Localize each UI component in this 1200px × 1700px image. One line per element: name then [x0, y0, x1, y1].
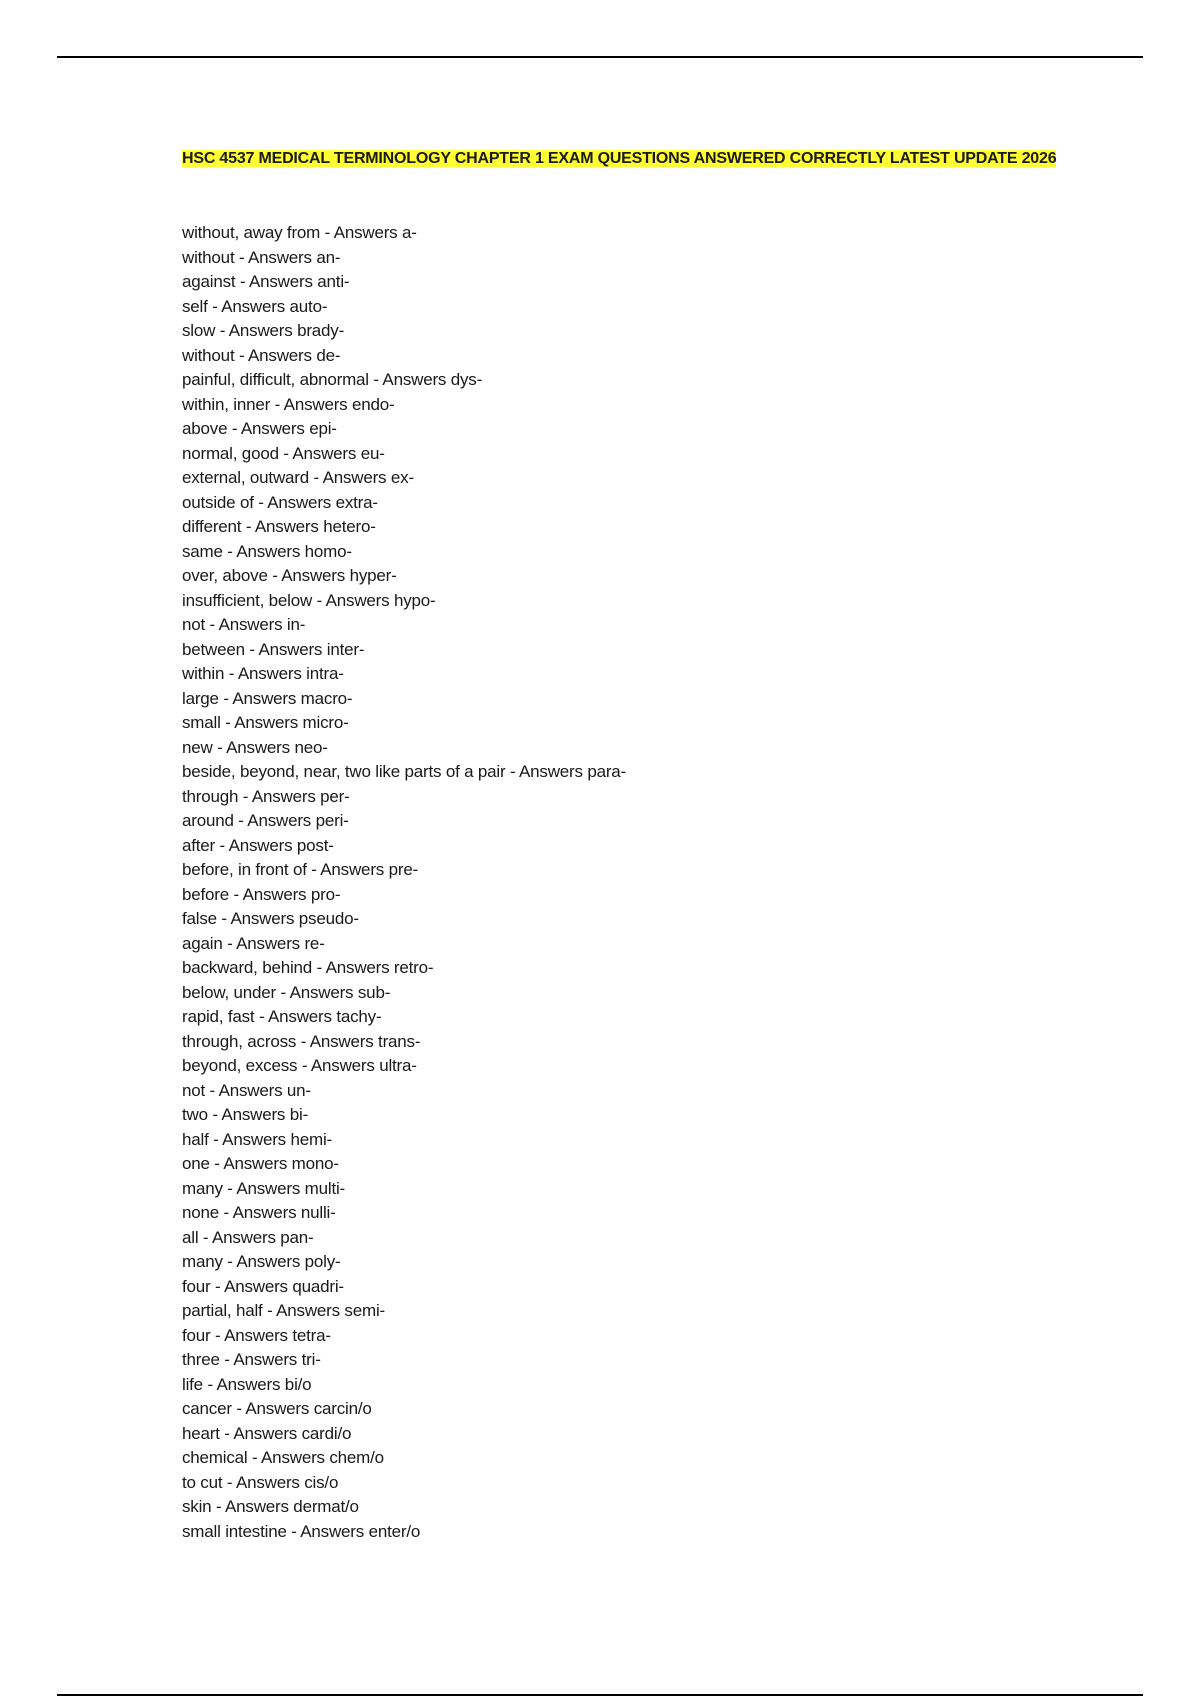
term-entry: cancer - Answers carcin/o	[182, 1399, 372, 1418]
term-entry: skin - Answers dermat/o	[182, 1497, 359, 1516]
document-body	[182, 146, 1062, 1541]
term-entry: many - Answers poly-	[182, 1252, 341, 1271]
term-entry: false - Answers pseudo-	[182, 909, 359, 928]
term-entry: different - Answers hetero-	[182, 517, 376, 536]
term-entry: within - Answers intra-	[182, 664, 344, 683]
term-entry: small intestine - Answers enter/o	[182, 1521, 421, 1541]
term-entry: through - Answers per-	[182, 786, 350, 806]
term-entry: to cut - Answers cis/o	[182, 1472, 339, 1492]
term-entry: again - Answers re-	[182, 933, 325, 953]
term-entry: without, away from - Answers a-	[182, 223, 417, 242]
term-entry: over, above - Answers hyper-	[182, 566, 397, 585]
term-entry: four - Answers tetra-	[182, 1325, 331, 1345]
term-entry: two - Answers bi-	[182, 1105, 309, 1124]
term-entry: many - Answers multi-	[182, 1178, 346, 1198]
term-entry: through, across - Answers trans-	[182, 1031, 421, 1051]
term-entry: normal, good - Answers eu-	[182, 443, 385, 463]
term-entry: without - Answers an-	[182, 247, 341, 267]
bottom-divider	[57, 1694, 1143, 1696]
term-entry: same - Answers homo-	[182, 541, 352, 561]
term-entry: insufficient, below - Answers hypo-	[182, 590, 436, 610]
term-entry: life - Answers bi/o	[182, 1374, 312, 1394]
term-entry: rapid, fast - Answers tachy-	[182, 1007, 382, 1026]
term-entry: slow - Answers brady-	[182, 321, 345, 340]
term-entry: within, inner - Answers endo-	[182, 394, 395, 414]
term-entry: after - Answers post-	[182, 835, 334, 855]
term-entry: beyond, excess - Answers ultra-	[182, 1056, 417, 1075]
term-entry: one - Answers mono-	[182, 1154, 339, 1173]
term-entry: against - Answers anti-	[182, 272, 350, 291]
term-entry: beside, beyond, near, two like parts of a pair - Answers para-	[182, 762, 627, 781]
term-entry: none - Answers nulli-	[182, 1203, 336, 1222]
term-entry: backward, behind - Answers retro-	[182, 958, 434, 977]
term-entry: self - Answers auto-	[182, 296, 328, 316]
term-entry: outside of - Answers extra-	[182, 492, 378, 512]
term-entry: small - Answers micro-	[182, 713, 349, 732]
term-entry: all - Answers pan-	[182, 1227, 314, 1247]
term-entry: above - Answers epi-	[182, 419, 337, 438]
term-entry: around - Answers peri-	[182, 811, 349, 830]
term-entry: heart - Answers cardi/o	[182, 1423, 352, 1443]
term-entry: four - Answers quadri-	[182, 1276, 344, 1296]
term-entry: chemical - Answers chem/o	[182, 1448, 384, 1467]
term-entry: three - Answers tri-	[182, 1350, 321, 1369]
term-entry: not - Answers in-	[182, 615, 306, 634]
document-title	[182, 146, 1062, 171]
term-entry: half - Answers hemi-	[182, 1129, 332, 1149]
term-list	[182, 221, 626, 1544]
term-entry: external, outward - Answers ex-	[182, 468, 414, 487]
title-highlight: HSC 4537 MEDICAL TERMINOLOGY CHAPTER 1 EXAM QUESTIONS ANSWERED CORRECTLY LATEST UPDATE 2026	[182, 150, 1057, 167]
top-divider	[57, 56, 1143, 58]
term-entry: before, in front of - Answers pre-	[182, 860, 419, 879]
term-entry: before - Answers pro-	[182, 884, 341, 904]
term-entry: partial, half - Answers semi-	[182, 1301, 385, 1320]
term-entry: not - Answers un-	[182, 1080, 311, 1100]
term-entry: large - Answers macro-	[182, 688, 353, 708]
term-entry: below, under - Answers sub-	[182, 982, 391, 1002]
term-entry: without - Answers de-	[182, 345, 341, 365]
term-entry: painful, difficult, abnormal - Answers dys-	[182, 370, 483, 389]
term-entry: new - Answers neo-	[182, 737, 328, 757]
term-entry: between - Answers inter-	[182, 639, 365, 659]
